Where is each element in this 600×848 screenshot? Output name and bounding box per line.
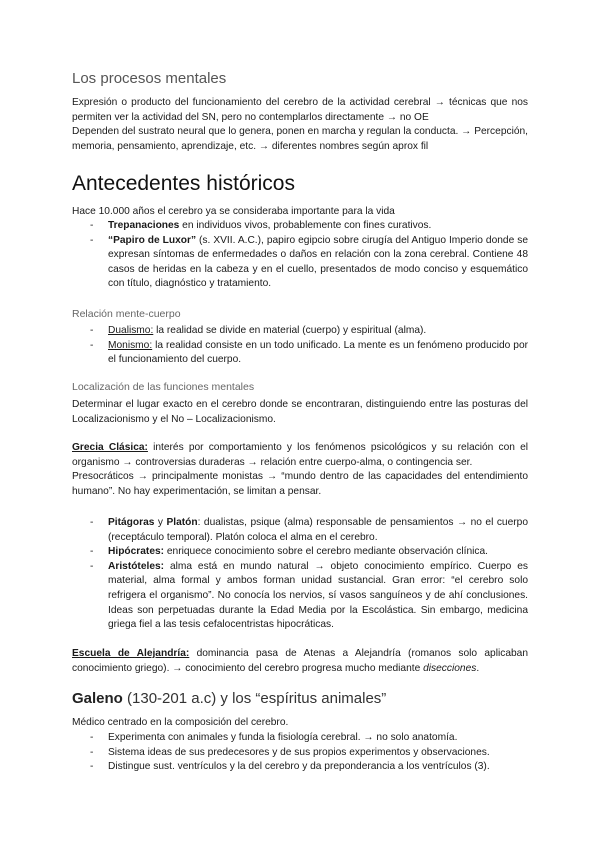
paragraph-procesos-a: Expresión o producto del funcionamiento del cerebro de la actividad cerebral → técnicas que nos permiten ver la actividad del SN, pero no contemplarlos directamente → no OE <box>72 97 528 123</box>
paragraph-presocraticos: Presocráticos → principalmente monistas → “mundo dentro de las capacidades del entendimiento humano”. No hay experimentación, se limitan a pensar. <box>72 471 528 497</box>
subheading-localizacion: Localización de las funciones mentales <box>72 381 255 393</box>
section-title-procesos: Los procesos mentales <box>72 70 227 87</box>
list-grecia <box>72 516 528 633</box>
paragraph-alejandria: Escuela de Alejandría: dominancia pasa de Atenas a Alejandría (romanos solo aplicaban conocimiento griego). → conocimiento del cerebro progresa mucho mediante disecciones. <box>72 648 528 674</box>
subheading-mente-cuerpo: Relación mente-cuerpo <box>72 308 181 320</box>
list-galeno <box>72 731 528 775</box>
list-item: - Aristóteles: alma está en mundo natural → objeto conocimiento empírico. Cuerpo es material, alma formal y ambos forman unidad sustancial. Gran error: “el cerebro solo refrigera el organismo”. No conocía los nervios, sí vasos sanguíneos y de ahí conclusiones. Ideas son perpetuadas durante la Edad Media por la Escolástica. Sin embargo, medicina griega fiel a las tesis cefalocentristas hipocráticas. <box>72 560 528 633</box>
list-item: - Monismo: la realidad consiste en un todo unificado. La mente es un fenómeno producido por el funcionamiento del cuerpo. <box>72 339 528 368</box>
paragraph-localizacion: Determinar el lugar exacto en el cerebro donde se encontraran, distinguiendo entre las posturas del Localizacionismo y el No – Localizacionismo. <box>72 399 528 425</box>
list-item: - Trepanaciones en individuos vivos, probablemente con fines curativos. <box>72 219 528 234</box>
paragraph-antecedentes-intro: Hace 10.000 años el cerebro ya se consideraba importante para la vida <box>72 206 395 217</box>
list-item: - “Papiro de Luxor” (s. XVII. A.C.), papiro egipcio sobre cirugía del Antiguo Imperio donde se expresan síntomas de enfermedades o daños en relación con la zona cerebral. Contiene 48 casos de heridas en la cabeza y en el cuello, presentados de modo conciso y esquemático con título, diagnóstico y tratamiento. <box>72 234 528 292</box>
paragraph-grecia: Grecia Clásica: interés por comportamiento y los fenómenos psicológicos y su relación con el organismo → controversias duraderas → relación entre cuerpo-alma, o contingencia ser. <box>72 442 528 468</box>
list-item: - Distingue sust. ventrículos y la del cerebro y da preponderancia a los ventrículos (3). <box>72 760 528 775</box>
list-item: - Pitágoras y Platón: dualistas, psique (alma) responsable de pensamientos → no el cuerpo (receptáculo temporal). Platón coloca el alma en el cerebro. <box>72 516 528 545</box>
list-item: - Dualismo: la realidad se divide en material (cuerpo) y espiritual (alma). <box>72 324 528 339</box>
section-title-antecedentes: Antecedentes históricos <box>72 172 295 195</box>
paragraph-galeno-intro: Médico centrado en la composición del cerebro. <box>72 717 289 728</box>
list-item: - Hipócrates: enriquece conocimiento sobre el cerebro mediante observación clínica. <box>72 545 528 560</box>
list-mente-cuerpo <box>72 324 528 368</box>
list-antecedentes <box>72 219 528 292</box>
list-item: - Sistema ideas de sus predecesores y de sus propios experimentos y observaciones. <box>72 746 528 761</box>
list-item: - Experimenta con animales y funda la fisiología cerebral. → no solo anatomía. <box>72 731 528 746</box>
paragraph-procesos-b: Dependen del sustrato neural que lo genera, ponen en marcha y regulan la conducta. → Percepción, memoria, pensamiento, aprendizaje, etc. → diferentes nombres según aprox fil <box>72 126 528 152</box>
section-title-galeno: Galeno (130-201 a.c) y los “espíritus animales” <box>72 690 387 707</box>
